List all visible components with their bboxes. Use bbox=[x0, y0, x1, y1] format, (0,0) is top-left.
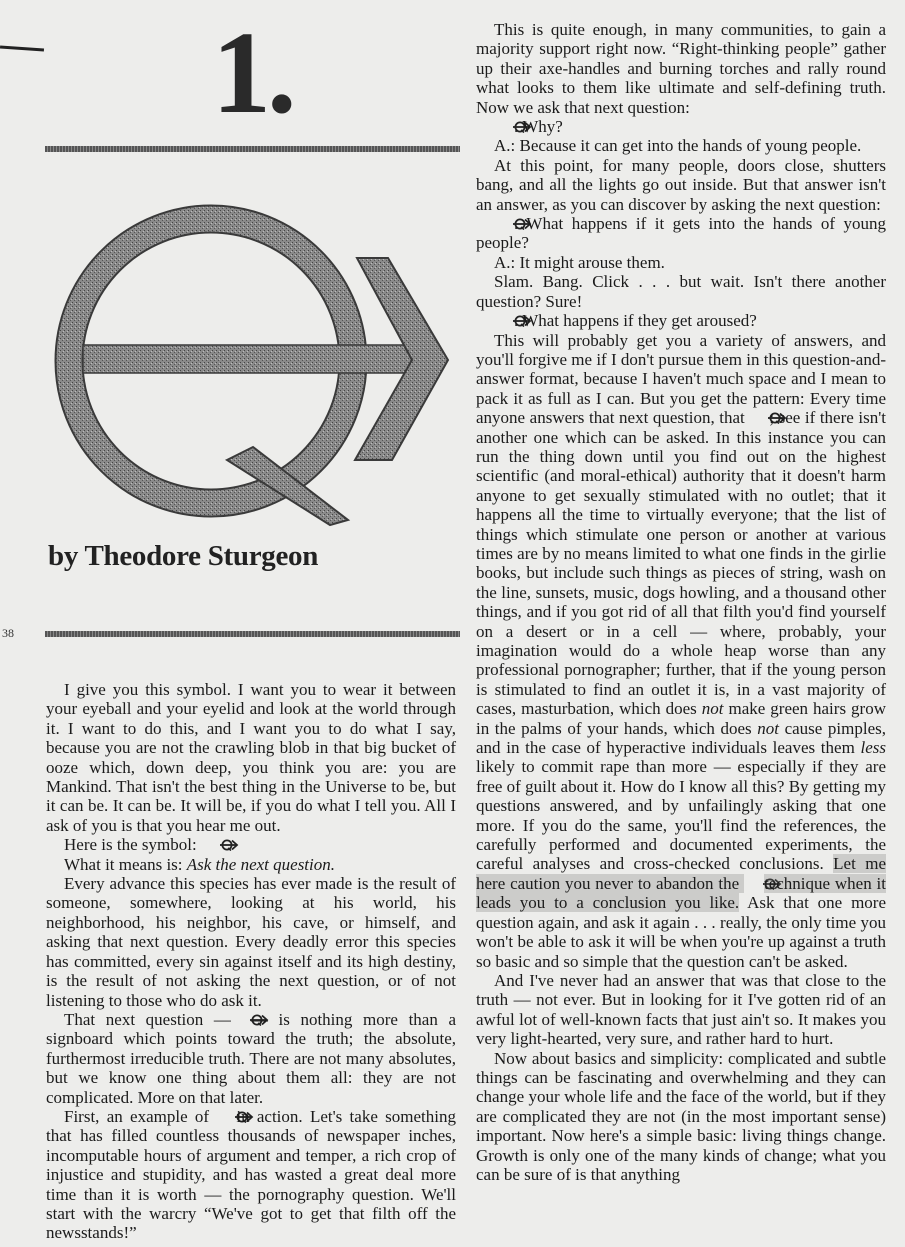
q-arrow-symbol-icon bbox=[201, 836, 221, 848]
q-arrow-logo-icon bbox=[40, 190, 470, 535]
text-run: Every advance this species has ever made is the result of someone, somewhere, looking at his world, his neighborhood, his neighbor, his cave, or himself, and asking that next question. Every deadly error this species has committed, every sin against itself and its high destiny, is the result of not asking the next question, or of not listening to those who do ask it. bbox=[46, 874, 456, 1010]
text-run: cause pimples, and in the case of hyperactive individuals leaves them bbox=[476, 718, 886, 758]
text-run: likely to commit rape than more — especially if they are free of guilt about it. How do I know all this? By getting my questions answered, and by unfailingly asking that one more. If you do the same, you'll find the references, the carefully performed and documented experiments, the careful analyses and cross-checked conclusions. bbox=[476, 757, 886, 874]
paragraph bbox=[476, 272, 886, 311]
q-arrow-symbol-icon bbox=[231, 1011, 251, 1023]
paragraph bbox=[476, 1049, 886, 1185]
text-run: Now about basics and simplicity: complicated and subtle things can be fascinating and overwhelming and they can change your whole life and the face of the world, but if they are complicated they are not (in the most important sense) important. Now here's a simple basic: living things change. Growth is only one of the many kinds of change; what you can be sure of is that anything bbox=[476, 1048, 886, 1184]
text-run: At this point, for many people, doors close, shutters bang, and all the lights go out inside. But that answer isn't an answer, as you can discover by asking the next question: bbox=[476, 155, 886, 214]
emphasis-text: less bbox=[860, 738, 886, 758]
paragraph bbox=[476, 331, 886, 971]
emphasis-text: not bbox=[701, 699, 724, 719]
text-run: First, an example of bbox=[64, 1106, 217, 1126]
left-column bbox=[46, 680, 456, 1243]
text-run: ; see if there isn't another one which can be asked. In this instance you can run the thing down until you find out on the highest scientific (and moral-ethical) authority that it doesn't harm anyone to get sexually stimulated with no outlet; that it happens all the time to virtually everyone; that the list of things which stimulate one person or another at various times are by no means limited to what one finds in the girlie books, but include such things as pieces of string, wash on the line, sunsets, music, dogs howling, and a thousand other things, and if you got rid of all that filth you'd find yourself on a desert or in a cell — where, probably, your imagination would do a whole heap worse than any professional pornographer; further, that if the young person is stimulated to find an outlet it is, in a vast majority of cases, masturbation, which does bbox=[476, 408, 886, 719]
paragraph bbox=[46, 1010, 456, 1107]
top-divider bbox=[45, 146, 460, 152]
paragraph bbox=[476, 253, 886, 272]
chapter-number: 1. bbox=[212, 7, 293, 138]
paragraph bbox=[476, 214, 886, 253]
paragraph bbox=[476, 311, 886, 330]
q-arrow-symbol-icon bbox=[749, 409, 769, 421]
text-run: make green hairs grow in the palms of your hands, which does bbox=[476, 699, 886, 738]
byline: by Theodore Sturgeon bbox=[48, 540, 319, 572]
q-arrow-symbol-icon bbox=[494, 118, 514, 130]
bottom-divider bbox=[45, 631, 460, 637]
paragraph bbox=[476, 971, 886, 1049]
text-run: This will probably get you a variety of answers, and you'll forgive me if I don't pursue them in this question-and-answer format, because I haven't much space and I mean to pack it as full as I can. But you get the pattern: Every time anyone answers that next question, that bbox=[476, 330, 886, 428]
q-arrow-symbol-icon bbox=[494, 215, 514, 227]
emphasis-text: Ask the next question. bbox=[186, 854, 336, 874]
paragraph bbox=[46, 680, 456, 835]
text-run: This is quite enough, in many communities, to gain a majority support right now. “Right-thinking people” gather up their axe-handles and burning torches and rally round what looks to them like ultimate and self-defining truth. Now we ask that next question: bbox=[476, 20, 886, 117]
text-run: Here is the symbol: bbox=[64, 835, 201, 855]
paragraph bbox=[46, 835, 456, 854]
q-arrow-symbol-icon bbox=[216, 1108, 236, 1120]
text-run: technique when it leads you to a conclusion you like. bbox=[476, 873, 887, 913]
page-number: 38 bbox=[2, 626, 14, 640]
paragraph bbox=[476, 156, 886, 214]
text-run: Let me here caution you never to abandon the bbox=[476, 854, 887, 893]
margin-mark bbox=[0, 45, 44, 51]
right-column bbox=[476, 20, 886, 1184]
paragraph bbox=[476, 20, 886, 117]
text-run: I give you this symbol. I want you to wear it between your eyeball and your eyelid and look at the world through it. I want to do this, and I want you to do what I say, because you are not the crawling blob in that big bucket of ooze which, down deep, you think you are: you are Mankind. That isn't the best thing in the Universe to be, but it can be. It can be. It will be, if you do what I tell you. All I ask of you is that you hear me out. bbox=[46, 680, 456, 835]
paragraph bbox=[476, 117, 886, 136]
paragraph bbox=[476, 136, 886, 155]
text-run: Slam. Bang. Click . . . but wait. Isn't there another question? Sure! bbox=[476, 272, 886, 311]
text-run: That next question — bbox=[64, 1009, 231, 1029]
text-run: And I've never had an answer that was that close to the truth — not ever. But in looking for it I've gotten rid of an awful lot of well-known facts that just ain't so. It makes you very light-hearted, very sure, and rather hard to hurt. bbox=[476, 970, 886, 1049]
text-run: A.: It might arouse them. bbox=[494, 252, 665, 272]
text-run: — is nothing more than a signboard which points toward the truth; the absolute, furthermost irreducible truth. There are not many absolutes, but we know one thing about them all: they are not complicated. More on that later. bbox=[46, 1009, 457, 1107]
text-run: . What happens if it gets into the hands of young people? bbox=[476, 214, 886, 253]
text-run: Ask that one more question again, and ask it again . . . really, the only time you won't be able to ask it will be when you're up against a truth so basic and so simple that the question can't be asked. bbox=[476, 893, 887, 971]
text-run: in action. Let's take something that has filled countless thousands of newspaper inches, incomputable hours of argument and temper, a rich crop of injustice and stupidity, and has wasted a great deal more time than it is worth — the pornography question. We'll start with the warcry “We've got to get that filth off the newsstands!” bbox=[46, 1106, 456, 1243]
q-arrow-symbol-icon bbox=[494, 312, 514, 324]
emphasis-text: not bbox=[757, 718, 779, 738]
text-run: A.: Because it can get into the hands of young people. bbox=[494, 136, 862, 156]
text-run: . Why? bbox=[514, 117, 563, 137]
paragraph bbox=[46, 1107, 456, 1243]
paragraph bbox=[46, 855, 456, 874]
paragraph bbox=[46, 874, 456, 1010]
text-run: . What happens if they get aroused? bbox=[514, 311, 757, 331]
text-run: What it means is: bbox=[64, 854, 187, 874]
q-arrow-symbol-icon bbox=[744, 875, 764, 887]
